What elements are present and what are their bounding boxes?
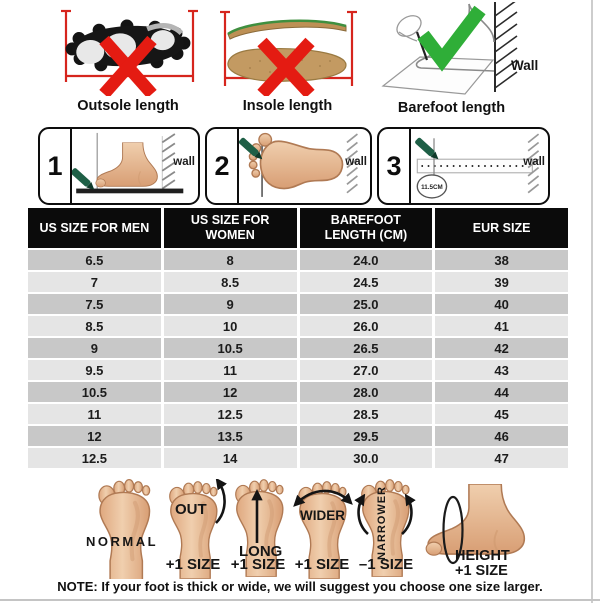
method-outsole	[48, 6, 208, 114]
table-cell: 7	[28, 272, 161, 292]
table-cell: 30.0	[300, 448, 433, 468]
table-cell: 8.5	[164, 272, 297, 292]
table-cell: 11	[164, 360, 297, 380]
curved-arrow-up-icon	[211, 479, 231, 525]
table-cell: 13.5	[164, 426, 297, 446]
step-3-figure	[411, 129, 548, 203]
method-barefoot	[365, 2, 560, 116]
size-note-wider: +1 SIZE	[294, 556, 350, 573]
wall-label: wall	[523, 156, 545, 168]
table-cell: 10.5	[164, 338, 297, 358]
method-insole	[210, 6, 365, 114]
table-cell: 9	[28, 338, 161, 358]
table-cell: 12	[164, 382, 297, 402]
table-cell: 24.0	[300, 250, 433, 270]
foot-side-icon	[96, 142, 158, 187]
step-2	[205, 127, 372, 205]
ground-icon	[76, 189, 183, 194]
fit-label-out: OUT	[175, 501, 207, 518]
size-note-long: +1 SIZE	[230, 556, 286, 573]
step-1-number: 1	[40, 129, 72, 203]
barefoot-illustration	[365, 2, 560, 96]
size-note-height: +1 SIZE	[455, 563, 508, 579]
fit-label-wider: WIDER	[300, 508, 345, 523]
foot-sole-icon	[249, 134, 342, 189]
step-2-figure	[239, 129, 370, 203]
table-cell: 28.5	[300, 404, 433, 424]
table-cell: 8	[164, 250, 297, 270]
table-cell: 44	[435, 382, 568, 402]
table-header-women: US SIZE FOR WOMEN	[164, 208, 297, 248]
table-cell: 8.5	[28, 316, 161, 336]
table-cell: 43	[435, 360, 568, 380]
insole-label: Insole length	[242, 98, 333, 114]
note-text: NOTE: If your foot is thick or wide, we will suggest you choose one size larger.	[57, 579, 543, 594]
table-cell: 10	[164, 316, 297, 336]
table-cell: 11	[28, 404, 161, 424]
curved-arrow-in-right-icon	[398, 494, 418, 536]
table-header-barefoot: BAREFOOT LENGTH (CM)	[300, 208, 433, 248]
barefoot-label: Barefoot length	[397, 100, 506, 116]
table-cell: 24.5	[300, 272, 433, 292]
step-1	[38, 127, 200, 205]
table-cell: 9.5	[28, 360, 161, 380]
table-header-eur: EUR SIZE	[435, 208, 568, 248]
double-arrow-icon	[291, 483, 355, 509]
fit-guide	[0, 472, 600, 579]
table-cell: 27.0	[300, 360, 433, 380]
table-cell: 46	[435, 426, 568, 446]
table-cell: 6.5	[28, 250, 161, 270]
outsole-label: Outsole length	[77, 98, 179, 114]
straight-arrow-up-icon	[248, 486, 266, 546]
table-cell: 9	[164, 294, 297, 314]
fit-label-normal: NORMAL	[86, 534, 159, 549]
hand-pen-icon	[393, 11, 427, 60]
table-cell: 45	[435, 404, 568, 424]
marker-pen-icon	[414, 137, 441, 162]
wall-label: wall	[345, 156, 367, 168]
table-cell: 26.0	[300, 316, 433, 336]
size-note-narrower: –1 SIZE	[358, 556, 414, 573]
curved-arrow-in-left-icon	[352, 494, 372, 536]
step-3	[377, 127, 550, 205]
table-cell: 38	[435, 250, 568, 270]
table-cell: 28.0	[300, 382, 433, 402]
table-cell: 47	[435, 448, 568, 468]
table-cell: 40	[435, 294, 568, 314]
foot-top-icon	[96, 478, 154, 579]
wall-label: Wall	[511, 58, 539, 73]
fit-label-height: HEIGHT	[455, 548, 510, 564]
size-note-out: +1 SIZE	[165, 556, 221, 573]
check-mark-icon	[423, 10, 480, 60]
step-1-figure	[72, 129, 198, 203]
table-cell: 29.5	[300, 426, 433, 446]
table-cell: 7.5	[28, 294, 161, 314]
size-table	[28, 208, 568, 468]
table-cell: 41	[435, 316, 568, 336]
table-cell: 10.5	[28, 382, 161, 402]
step-2-number: 2	[207, 129, 239, 203]
insole-illustration	[210, 6, 365, 96]
table-cell: 42	[435, 338, 568, 358]
table-cell: 26.5	[300, 338, 433, 358]
table-cell: 39	[435, 272, 568, 292]
table-cell: 12.5	[28, 448, 161, 468]
table-cell: 25.0	[300, 294, 433, 314]
table-cell: 14	[164, 448, 297, 468]
wall-label: wall	[173, 156, 195, 168]
table-header-men: US SIZE FOR MEN	[28, 208, 161, 248]
bottom-edge-line	[0, 599, 600, 601]
measure-value: 11.5CM	[421, 184, 443, 192]
right-edge-line	[591, 0, 593, 603]
outsole-illustration	[48, 6, 208, 96]
table-cell: 12	[28, 426, 161, 446]
step-3-number: 3	[379, 129, 411, 203]
table-cell: 12.5	[164, 404, 297, 424]
fit-label-narrower: NARROWER	[376, 486, 388, 560]
wall-hatch-icon	[495, 2, 517, 92]
fit-label-long: LONG	[239, 543, 283, 560]
